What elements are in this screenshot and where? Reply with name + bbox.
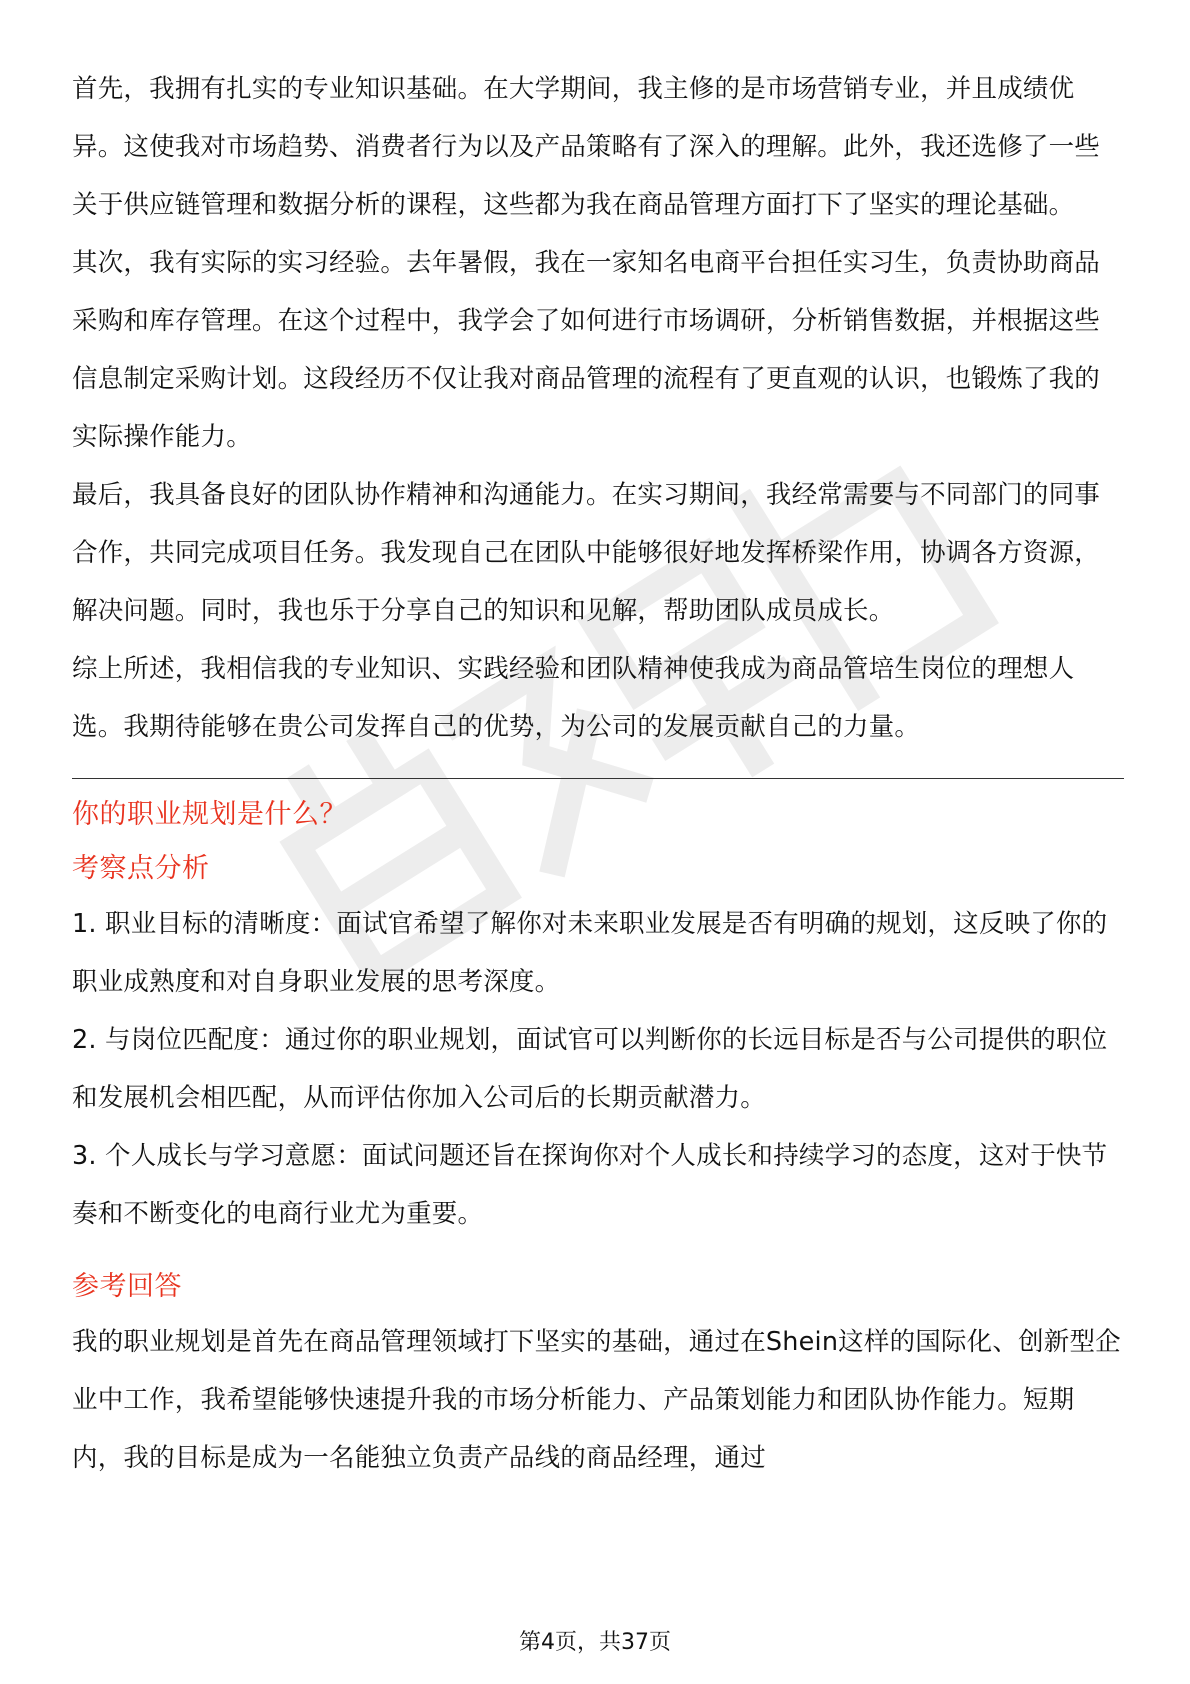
intro-paragraph-1: 首先，我拥有扎实的专业知识基础。在大学期间，我主修的是市场营销专业，并且成绩优异。这使我对市场趋势、消费者行为以及产品策略有了深入的理解。此外，我还选修了一些关于供应链管理和数据分析的课程，这些都为我在商品管理方面打下了坚实的理论基础。 bbox=[72, 74, 1101, 220]
question-heading: 你的职业规划是什么？ bbox=[72, 799, 347, 830]
document-body bbox=[72, 60, 1124, 1487]
page-footer: 第4页，共37页 bbox=[519, 1630, 671, 1655]
intro-paragraph-4: 综上所述，我相信我的专业知识、实践经验和团队精神使我成为商品管培生岗位的理想人选。我期待能够在贵公司发挥自己的优势，为公司的发展贡献自己的力量。 bbox=[72, 654, 1075, 742]
answer-heading: 参考回答 bbox=[72, 1271, 182, 1302]
intro-paragraph-3: 最后，我具备良好的团队协作精神和沟通能力。在实习期间，我经常需要与不同部门的同事合作，共同完成项目任务。我发现自己在团队中能够很好地发挥桥梁作用，协调各方资源，解决问题。同时，我也乐于分享自己的知识和见解，帮助团队成员成长。 bbox=[72, 480, 1101, 626]
answer-paragraph: 我的职业规划是首先在商品管理领域打下坚实的基础，通过在Shein这样的国际化、创新型企业中工作，我希望能够快速提升我的市场分析能力、产品策划能力和团队协作能力。短期内，我的目标是成为一名能独立负责产品线的商品经理，通过 bbox=[72, 1327, 1121, 1473]
analysis-point-1: 1. 职业目标的清晰度：面试官希望了解你对未来职业发展是否有明确的规划，这反映了你的职业成熟度和对自身职业发展的思考深度。 bbox=[72, 909, 1108, 997]
section-divider bbox=[72, 778, 1124, 779]
intro-paragraph-2: 其次，我有实际的实习经验。去年暑假，我在一家知名电商平台担任实习生，负责协助商品采购和库存管理。在这个过程中，我学会了如何进行市场调研，分析销售数据，并根据这些信息制定采购计划。这段经历不仅让我对商品管理的流程有了更直观的认识，也锻炼了我的实际操作能力。 bbox=[72, 248, 1101, 452]
analysis-point-2: 2. 与岗位匹配度：通过你的职业规划，面试官可以判断你的长远目标是否与公司提供的职位和发展机会相匹配，从而评估你加入公司后的长期贡献潜力。 bbox=[72, 1025, 1108, 1113]
analysis-heading: 考察点分析 bbox=[72, 853, 210, 884]
analysis-point-3: 3. 个人成长与学习意愿：面试问题还旨在探询你对个人成长和持续学习的态度，这对于快节奏和不断变化的电商行业尤为重要。 bbox=[72, 1141, 1108, 1229]
